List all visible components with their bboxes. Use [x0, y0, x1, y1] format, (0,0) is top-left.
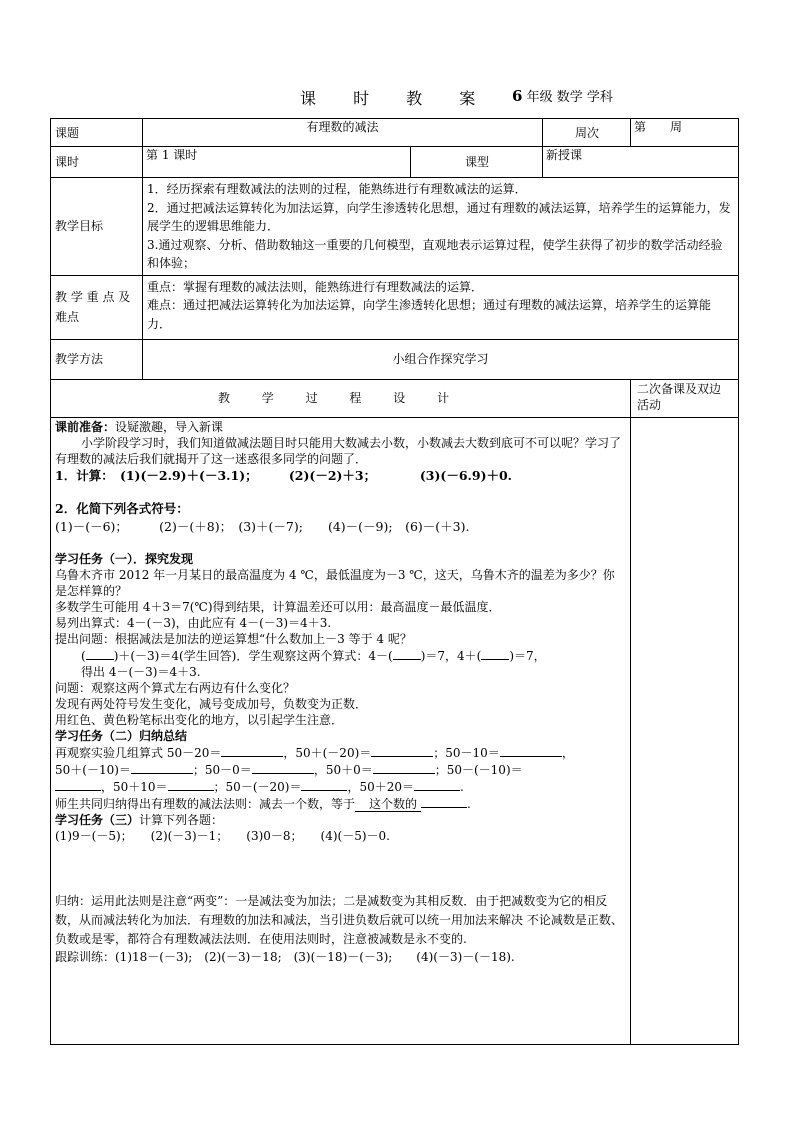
row-focus [51, 275, 739, 339]
method-value: 小组合作探究学习 [143, 339, 739, 379]
row-hours [51, 147, 739, 178]
task3-text: 计算下列各题： [139, 812, 224, 827]
task1-p8: 发现有两处符号发生变化，减号变成加号，负数变为正数． [55, 696, 368, 711]
task3-items: (1)9－(－5)； (2)(－3)－1； (3)0－8； (4)(－5)－0. [55, 828, 390, 843]
week-label: 周次 [543, 119, 631, 147]
key-point: 重点：掌握有理数的减法法则，能熟练进行有理数减法的运算． [147, 279, 484, 294]
week-value: 第 周 [631, 119, 739, 147]
row-goals [51, 178, 739, 276]
side-header: 二次备课及双边活动 [631, 379, 739, 417]
task1-p5: ( )＋(－3)＝4(学生回答)．学生观察这两个算式：4－( )＝7，4＋( )＝7， [81, 648, 546, 663]
task2-row-3: ，50＋10＝ ；50－(－20)＝ ，50＋20＝ . [55, 778, 626, 795]
intro-paragraph: 小学阶段学习时，我们知道做减法题目时只能用大数减去小数，小数减去大数到底可不可以呢？学习了有理数的减法后我们就揭开了这一迷惑很多同学的问题了． [55, 435, 622, 466]
question-1: 1．计算： (1)(－2.9)＋(－3.1)； (2)(－2)＋3； (3)(－6.9)＋0. [55, 467, 513, 483]
goal-item-3: 3.通过观察、分析、借助数轴这一重要的几何模型，直观地表示运算过程，使学生获得了初步的数学活动经验和体验； [147, 237, 723, 270]
prep-title: 课前准备： [55, 419, 116, 434]
type-value: 新授课 [543, 147, 739, 178]
process-header: 教 学 过 程 设 计 [51, 379, 631, 417]
blank[interactable] [86, 647, 114, 660]
task1-p9: 用红色、黄色粉笔标出变化的地方，以引起学生注意． [55, 712, 344, 727]
goals-label: 教学目标 [51, 178, 143, 276]
blank[interactable] [221, 744, 283, 757]
task1-p7: 问题：观察这两个算式左右两边有什么变化？ [55, 680, 296, 695]
task1-p4: 提出问题：根据减法是加法的逆运算想“什么数加上－3 等于 4 呢？ [55, 631, 412, 646]
blank[interactable] [301, 778, 347, 791]
focus-label: 教 学 重 点 及难点 [51, 275, 143, 339]
task2-rule: 师生共同归纳得出有理数的减法法则：减去一个数，等于 这个数的 . [55, 796, 471, 811]
blank[interactable] [393, 647, 421, 660]
task2-row-2: 50＋(－10)＝ ；50－0＝ ，50＋0＝ ；50－(－10)＝ [55, 762, 523, 777]
practice-line: 跟踪训练：(1)18－(－3); (2)(－3)－18; (3)(－18)－(－3); (4)(－3)－(－18). [55, 949, 515, 964]
subject-line [512, 86, 613, 105]
type-label: 课型 [411, 147, 543, 178]
page-title: 课 时 教 案 [300, 89, 492, 108]
process-body [51, 417, 631, 1044]
grade-number: 6 [512, 87, 523, 105]
row-process-body [51, 417, 739, 1044]
goals-content [143, 178, 739, 276]
side-notes-column[interactable] [631, 417, 739, 1044]
question-2: 2．化简下列各式符号： [55, 500, 189, 516]
page-header [0, 86, 794, 110]
goal-item-2: 2．通过把减法运算转化为加法运算，向学生渗透转化思想，通过有理数的减法运算，培养学生的运算能力，发展学生的逻辑思维能力． [147, 200, 731, 233]
blank[interactable] [481, 647, 509, 660]
row-process-header [51, 379, 739, 417]
grade-subject: 年级 数学 学科 [526, 90, 613, 105]
focus-content [143, 275, 739, 339]
task2-title: 学习任务（二）归纳总结 [55, 728, 188, 743]
task1-p2: 多数学生可能用 4＋3＝7(℃)得到结果，计算温差还可以用：最高温度－最低温度． [55, 599, 501, 614]
prep-text: 设疑激趣，导入新课 [115, 419, 224, 434]
lesson-plan-table [50, 118, 739, 1045]
topic-value: 有理数的减法 [143, 119, 543, 147]
goal-item-1: 1．经历探索有理数减法的法则的过程，能熟练进行有理数减法的运算． [147, 182, 527, 196]
blank[interactable] [168, 778, 214, 791]
task1-p6: 得出 4－(－3)＝4＋3. [81, 664, 201, 679]
row-method [51, 339, 739, 379]
question-2-items: (1)－(－6)； (2)－(＋8)； (3)＋(－7); (4)－(－9); (6)－(＋3). [55, 518, 470, 534]
method-label: 教学方法 [51, 339, 143, 379]
blank[interactable] [131, 761, 193, 774]
task1-p3: 易列出算式：4－(－3)，由此应有 4－(－3)＝4＋3. [55, 615, 332, 630]
hours-value: 第 1 课时 [143, 147, 411, 178]
blank[interactable] [500, 744, 562, 757]
task3-title: 学习任务（三） [55, 812, 140, 827]
row-topic [51, 119, 739, 147]
blank[interactable] [371, 744, 433, 757]
blank[interactable] [421, 795, 467, 808]
blank[interactable] [373, 761, 435, 774]
hours-label: 课时 [51, 147, 143, 178]
difficult-point: 难点：通过把减法运算转化为加法运算，向学生渗透转化思想；通过有理数的减法运算，培养学生的运算能力． [147, 298, 712, 331]
summary-paragraph: 归纳：运用此法则是注意“两变”：一是减法变为加法；二是减数变为其相反数．由于把减数变为它的相反数，从而减法转化为加法．有理数的加法和减法，当引进负数后就可以统一用加法来解决 不论减数是正数、负数或是零，都符合有理数减法法则．在使用法则时，注意被减数是永不变的. [55, 893, 623, 946]
blank[interactable] [414, 778, 460, 791]
task1-title: 学习任务（一）．探究发现 [55, 551, 194, 566]
topic-label: 课题 [51, 119, 143, 147]
blank[interactable] [55, 778, 101, 791]
task2-row-1: 再观察实验几组算式 50－20＝ ，50＋(－20)＝ ；50－10＝ ， [55, 745, 574, 760]
blank[interactable] [252, 761, 314, 774]
task1-p1: 乌鲁木齐市 2012 年一月某日的最高温度为 4 ℃，最低温度为－3 ℃，这天，乌鲁木齐的温差为多少？你是怎样算的？ [55, 567, 615, 598]
